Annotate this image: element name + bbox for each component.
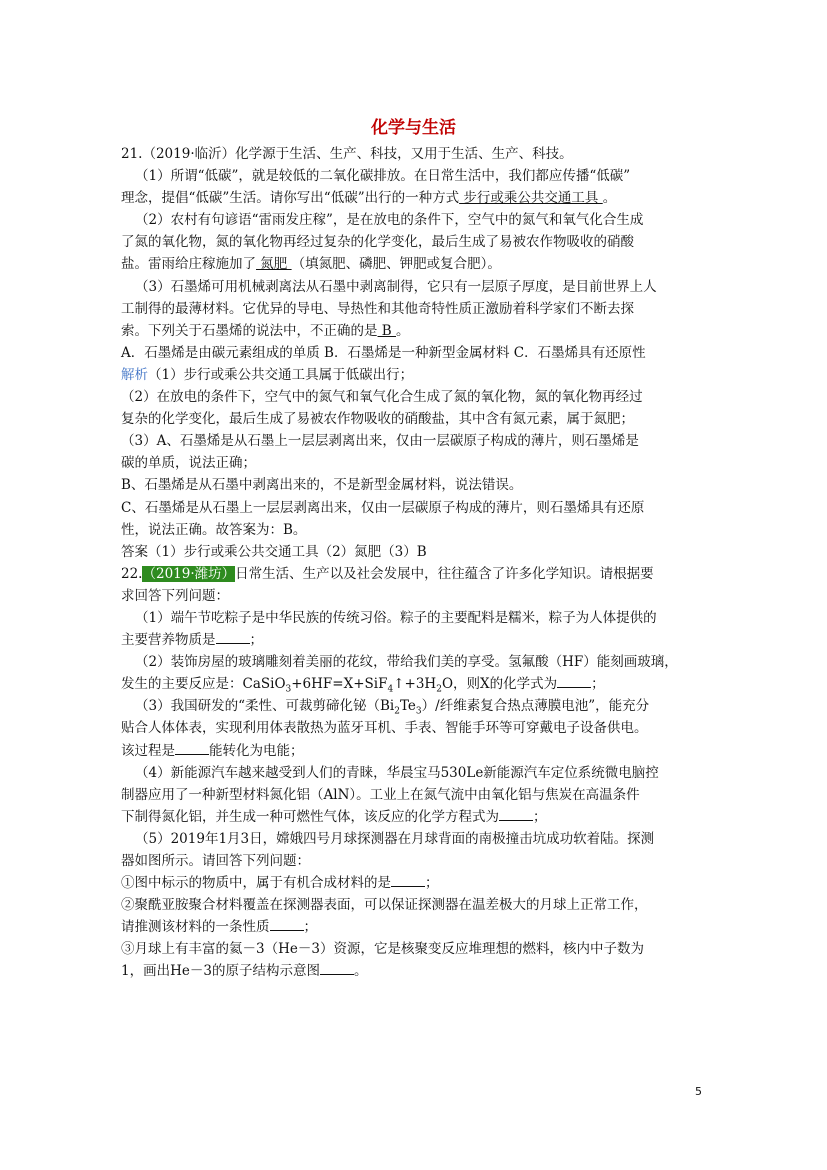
answer-blank[interactable] bbox=[175, 740, 209, 755]
text: ； bbox=[425, 875, 439, 892]
question-body bbox=[121, 143, 711, 983]
q21-options: A．石墨烯是由碳元素组成的单质 B．石墨烯是一种新型金属材料 C．石墨烯具有还原性 bbox=[121, 344, 646, 361]
text: 该过程是 bbox=[121, 742, 175, 759]
q22-stem-line1 bbox=[121, 563, 711, 585]
q22-part4-line3 bbox=[121, 806, 711, 828]
q22-part4-line1: （4）新能源汽车越来越受到人们的青睐，华晨宝马530Le新能源汽车定位系统微电脑控 bbox=[135, 764, 659, 781]
answer-blank[interactable] bbox=[499, 806, 533, 821]
q21-part3-line2: 工制得的最薄材料。它优异的导电、导热性和其他奇特性质正激励着科学家们不断去探 bbox=[121, 300, 634, 317]
text: 1，画出He－3的原子结构示意图 bbox=[121, 963, 320, 980]
q21-analysis-3b: 碳的单质，说法正确； bbox=[121, 455, 256, 472]
text: ； bbox=[249, 632, 263, 649]
subscript: 2 bbox=[436, 684, 442, 695]
analysis-tag: 解析 bbox=[121, 366, 148, 383]
text: +6HF=X+SiF bbox=[291, 676, 388, 693]
text: ； bbox=[591, 676, 605, 693]
q22-part3-line2: 贴合人体体表，实现利用体表散热为蓝牙耳机、手表、智能手环等可穿戴电子设备供电。 bbox=[121, 720, 648, 737]
q21-analysis-3e: 性，说法正确。故答案为：B。 bbox=[121, 521, 307, 538]
q22-part5-q2b bbox=[121, 916, 711, 938]
q22-part4-line2: 制器应用了一种新型材料氮化铝（AlN）。工业上在氮气流中由氧化铝与焦炭在高温条件 bbox=[121, 786, 640, 803]
q21-answer-3: B bbox=[377, 322, 397, 339]
q21-part1-line1: （1）所谓“低碳”，就是较低的二氧化碳排放。在日常生活中，我们都应传播“低碳” bbox=[135, 168, 631, 185]
subscript: 4 bbox=[387, 684, 394, 695]
subscript: 2 bbox=[394, 707, 400, 718]
text: ）/纤维素复合热点薄膜电池”，能充分 bbox=[421, 698, 650, 715]
q21-analysis-1 bbox=[121, 364, 711, 386]
q21-analysis-3a: （3）A、石墨烯是从石墨上一层层剥离出来，仅由一层碳原子构成的薄片，则石墨烯是 bbox=[121, 433, 639, 450]
q22-stem-line2: 求回答下列问题： bbox=[121, 587, 229, 604]
subscript: 3 bbox=[285, 684, 292, 695]
q22-part5-q3b bbox=[121, 960, 711, 982]
q21-analysis-3d: C、石墨烯是从石墨上一层层剥离出来，仅由一层碳原子构成的薄片，则石墨烯具有还原 bbox=[121, 499, 645, 516]
answer-blank[interactable] bbox=[320, 960, 354, 975]
text: 日常生活、生产以及社会发展中，往往蕴含了许多化学知识。请根据要 bbox=[235, 565, 654, 582]
text: 下制得氮化铝，并生成一种可燃性气体，该反应的化学方程式为 bbox=[121, 808, 499, 825]
subscript: 3 bbox=[415, 707, 422, 718]
q21-analysis-2a: （2）在放电的条件下，空气中的氮气和氧气化合生成了氮的氧化物，氮的氧化物再经过 bbox=[121, 389, 643, 406]
text: 盐。雷雨给庄稼施加了 bbox=[121, 256, 256, 273]
q21-part2-line2: 了氮的氧化物，氮的氧化物再经过复杂的化学变化，最后生成了易被农作物吸收的硝酸 bbox=[121, 234, 634, 251]
q22-part5-q2a: ②聚酰亚胺聚合材料覆盖在探测器表面，可以保证探测器在温差极大的月球上正常工作， bbox=[121, 897, 648, 914]
text: 发生的主要反应是：CaSiO bbox=[121, 676, 286, 693]
answer-blank[interactable] bbox=[270, 916, 304, 931]
text: 能转化为电能； bbox=[209, 742, 304, 759]
text: （3）我国研发的“柔性、可裁剪碲化铋（Bi bbox=[135, 698, 395, 715]
answer-blank[interactable] bbox=[557, 673, 591, 688]
q21-part3-line3 bbox=[121, 320, 711, 342]
text: 。 bbox=[602, 190, 617, 207]
q21-answer-2: 氮肥 bbox=[256, 256, 292, 273]
text: ↑+3H bbox=[393, 676, 437, 693]
page-number: 5 bbox=[695, 1085, 702, 1098]
q22-part3-line1 bbox=[121, 695, 711, 717]
text: ； bbox=[303, 919, 317, 936]
page-title: 化学与生活 bbox=[371, 118, 456, 138]
q21-part2-line3 bbox=[121, 253, 711, 275]
text: （填氮肥、磷肥、钾肥或复合肥）。 bbox=[291, 256, 501, 273]
q21-part1-line2 bbox=[121, 187, 711, 209]
q22-part3-line3 bbox=[121, 740, 711, 762]
q22-part1-line1: （1）端午节吃粽子是中华民族的传统习俗。粽子的主要配料是糯米，粽子为人体提供的 bbox=[135, 609, 657, 626]
text: O，则X的化学式为 bbox=[441, 676, 558, 693]
q21-answer: 答案（1）步行或乘公共交通工具（2）氮肥（3）B bbox=[121, 543, 427, 560]
q22-part1-line2 bbox=[121, 629, 711, 651]
text: 。 bbox=[353, 963, 368, 980]
text: 请推测该材料的一条性质 bbox=[121, 919, 270, 936]
answer-blank[interactable] bbox=[216, 629, 250, 644]
text: 。 bbox=[396, 322, 410, 339]
q21-stem: 21.（2019·临沂）化学源于生活、生产、科技，又用于生活、生产、科技。 bbox=[121, 146, 573, 162]
q21-part3-line1: （3）石墨烯可用机械剥离法从石墨中剥离制得，它只有一层原子厚度，是目前世界上人 bbox=[135, 278, 657, 295]
source-highlight: （2019·潍坊） bbox=[142, 565, 236, 582]
text: Te bbox=[399, 698, 416, 715]
q22-part5-q3a: ③月球上有丰富的氦－3（He－3）资源，它是核聚变反应堆理想的燃料，核内中子数为 bbox=[121, 941, 644, 958]
text: 索。下列关于石墨烯的说法中，不正确的是 bbox=[121, 322, 378, 339]
text: 理念，提倡“低碳”生活。请你写出“低碳”出行的一种方式 bbox=[121, 190, 460, 207]
q22-part2-line2 bbox=[121, 673, 711, 695]
q22-part5-line1: （5）2019年1月3日，嫦娥四号月球探测器在月球背面的南极撞击坑成功软着陆。探测 bbox=[135, 830, 655, 847]
q21-answer-1: 步行或乘公共交通工具 bbox=[459, 190, 603, 207]
text: 主要营养物质是 bbox=[121, 632, 216, 649]
q21-analysis-3c: B、石墨烯是从石墨中剥离出来的，不是新型金属材料，说法错误。 bbox=[121, 477, 523, 494]
q22-part5-line2: 器如图所示。请回答下列问题： bbox=[121, 853, 310, 869]
text: ①图中标示的物质中，属于有机合成材料的是 bbox=[121, 875, 391, 892]
answer-blank[interactable] bbox=[391, 872, 425, 887]
q22-part2-line1: （2）装饰房屋的玻璃雕刻着美丽的花纹，带给我们美的享受。氢氟酸（HF）能刻画玻璃， bbox=[135, 654, 678, 671]
q21-analysis-2b: 复杂的化学变化，最后生成了易被农作物吸收的硝酸盐，其中含有氮元素，属于氮肥； bbox=[121, 411, 634, 428]
text: （1）步行或乘公共交通工具属于低碳出行； bbox=[148, 366, 414, 383]
question-number: 22. bbox=[121, 565, 143, 582]
q21-part2-line1: （2）农村有句谚语“雷雨发庄稼”，是在放电的条件下，空气中的氮气和氧气化合生成 bbox=[135, 212, 644, 229]
text: ； bbox=[533, 808, 547, 825]
q22-part5-q1 bbox=[121, 872, 711, 894]
